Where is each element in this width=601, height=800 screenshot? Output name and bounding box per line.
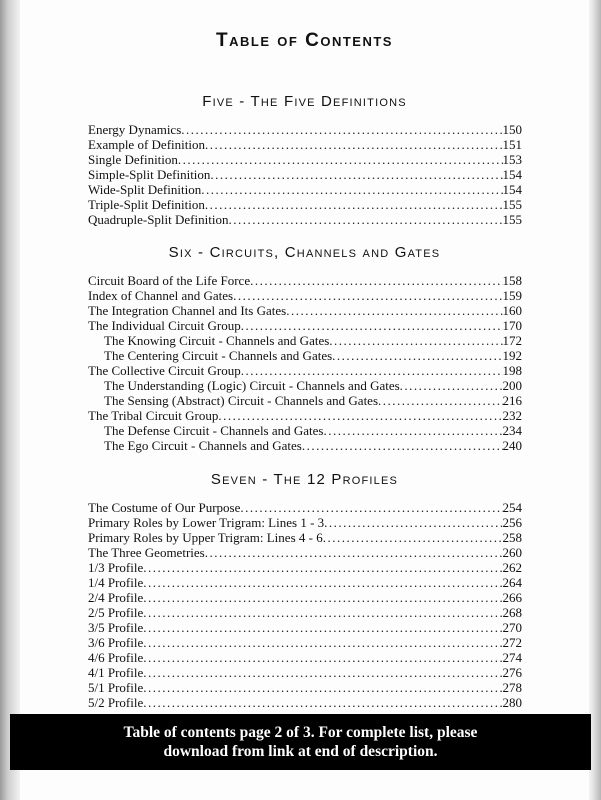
toc-entry-page-number: 153: [502, 152, 522, 167]
toc-entry-page-number: 272: [502, 635, 522, 650]
toc-entry-page-number: 192: [502, 348, 522, 363]
toc-entry-page-number: 150: [502, 122, 522, 137]
toc-leader-dots: [250, 273, 502, 288]
toc-entry-title: Triple-Split Definition: [88, 197, 205, 212]
toc-entry-title: 4/1 Profile: [88, 665, 144, 680]
toc-leader-dots: [205, 545, 503, 560]
toc-leader-dots: [181, 122, 502, 137]
toc-leader-dots: [240, 500, 502, 515]
toc-list-five: [88, 122, 522, 227]
toc-entry: [88, 273, 522, 288]
toc-entry-page-number: 154: [502, 182, 522, 197]
toc-entry-page-number: 274: [502, 650, 522, 665]
toc-entry-page-number: 234: [502, 423, 522, 438]
toc-leader-dots: [286, 303, 502, 318]
toc-leader-dots: [178, 152, 503, 167]
toc-entry: [88, 635, 522, 650]
toc-leader-dots: [201, 182, 502, 197]
toc-entry-page-number: 198: [502, 363, 522, 378]
toc-entry-page-number: 151: [502, 137, 522, 152]
section-heading-seven: Seven - The 12 Profiles: [210, 471, 399, 488]
toc-entry-title: The Understanding (Logic) Circuit - Channels and Gates: [104, 378, 400, 393]
book-spine-left: [0, 0, 20, 800]
toc-leader-dots: [218, 408, 502, 423]
toc-entry-page-number: 266: [502, 590, 522, 605]
toc-leader-dots: [205, 197, 503, 212]
toc-entry-page-number: 260: [502, 545, 522, 560]
toc-entry-title: Single Definition: [88, 152, 178, 167]
toc-entry-page-number: 160: [502, 303, 522, 318]
toc-leader-dots: [302, 438, 503, 453]
toc-entry-page-number: 170: [502, 318, 522, 333]
toc-entry: [88, 333, 522, 348]
toc-entry: [88, 605, 522, 620]
toc-entry: [88, 318, 522, 333]
toc-entry-title: The Tribal Circuit Group: [88, 408, 219, 423]
toc-entry-title: The Individual Circuit Group: [88, 318, 241, 333]
toc-entry-title: Primary Roles by Upper Trigram: Lines 4 - 6: [88, 530, 323, 545]
toc-entry-title: 1/3 Profile: [88, 560, 144, 575]
toc-entry-title: Index of Channel and Gates: [88, 288, 234, 303]
toc-leader-dots: [400, 378, 503, 393]
toc-leader-dots: [143, 635, 502, 650]
toc-entry: [88, 560, 522, 575]
toc-entry-title: 3/6 Profile: [88, 635, 144, 650]
toc-entry-title: Circuit Board of the Life Force: [88, 273, 251, 288]
toc-entry: [88, 530, 522, 545]
toc-entry: [88, 197, 522, 212]
toc-entry: [88, 695, 522, 710]
toc-entry-title: The Integration Channel and Its Gates: [88, 303, 287, 318]
section-heading-five: Five - The Five Definitions: [202, 93, 407, 110]
toc-entry: [88, 393, 522, 408]
toc-entry-page-number: 270: [502, 620, 522, 635]
toc-entry-page-number: 278: [502, 680, 522, 695]
toc-leader-dots: [241, 318, 503, 333]
toc-entry-title: 1/4 Profile: [88, 575, 144, 590]
toc-entry-title: The Sensing (Abstract) Circuit - Channels and Gates: [104, 393, 379, 408]
toc-leader-dots: [143, 620, 502, 635]
toc-entry: [88, 288, 522, 303]
toc-entry: [88, 620, 522, 635]
banner-line-1: Table of contents page 2 of 3. For complete list, please: [123, 724, 478, 741]
toc-leader-dots: [210, 167, 502, 182]
toc-entry: [88, 590, 522, 605]
toc-leader-dots: [332, 348, 502, 363]
toc-entry: [88, 500, 522, 515]
toc-entry-page-number: 155: [502, 197, 522, 212]
toc-entry-page-number: 154: [502, 167, 522, 182]
toc-entry: [88, 363, 522, 378]
toc-entry-title: 4/6 Profile: [88, 650, 144, 665]
toc-entry-page-number: 200: [502, 378, 522, 393]
toc-entry-page-number: 159: [502, 288, 522, 303]
toc-entry: [88, 122, 522, 137]
toc-entry-title: 5/1 Profile: [88, 680, 144, 695]
toc-entry-page-number: 268: [502, 605, 522, 620]
toc-entry: [88, 182, 522, 197]
toc-leader-dots: [323, 530, 503, 545]
toc-entry: [88, 378, 522, 393]
toc-entry: [88, 665, 522, 680]
toc-entry-page-number: 276: [502, 665, 522, 680]
toc-entry-title: 5/2 Profile: [88, 695, 144, 710]
toc-leader-dots: [378, 393, 502, 408]
toc-entry: [88, 152, 522, 167]
toc-leader-dots: [228, 212, 502, 227]
toc-entry: [88, 575, 522, 590]
toc-leader-dots: [143, 665, 502, 680]
toc-entry: [88, 408, 522, 423]
toc-list-seven: [88, 500, 522, 710]
toc-leader-dots: [205, 137, 503, 152]
toc-entry: [88, 545, 522, 560]
toc-entry-page-number: 258: [502, 530, 522, 545]
toc-entry-title: Example of Definition: [88, 137, 205, 152]
toc-entry-title: The Costume of Our Purpose: [88, 500, 241, 515]
toc-entry: [88, 423, 522, 438]
toc-entry-title: 3/5 Profile: [88, 620, 144, 635]
toc-entry-page-number: 216: [502, 393, 522, 408]
toc-entry: [88, 348, 522, 363]
toc-entry-page-number: 256: [502, 515, 522, 530]
download-notice-banner: [10, 714, 591, 770]
toc-entry-title: The Knowing Circuit - Channels and Gates: [104, 333, 330, 348]
toc-entry: [88, 438, 522, 453]
toc-entry: [88, 303, 522, 318]
toc-entry-title: The Defense Circuit - Channels and Gates: [104, 423, 324, 438]
toc-leader-dots: [233, 288, 502, 303]
toc-entry: [88, 680, 522, 695]
toc-entry-page-number: 155: [502, 212, 522, 227]
toc-list-six: [88, 273, 522, 453]
toc-entry-title: Quadruple-Split Definition: [88, 212, 229, 227]
toc-entry-title: The Collective Circuit Group: [88, 363, 241, 378]
toc-leader-dots: [241, 363, 503, 378]
toc-entry-title: Primary Roles by Lower Trigram: Lines 1 - 3: [88, 515, 325, 530]
toc-entry-page-number: 172: [502, 333, 522, 348]
toc-entry-title: Wide-Split Definition: [88, 182, 202, 197]
toc-entry-page-number: 158: [502, 273, 522, 288]
page-title: Table of Contents: [216, 30, 393, 51]
toc-entry-page-number: 240: [502, 438, 522, 453]
toc-entry-title: 2/5 Profile: [88, 605, 144, 620]
toc-entry: [88, 515, 522, 530]
toc-leader-dots: [329, 333, 502, 348]
toc-leader-dots: [143, 560, 502, 575]
toc-leader-dots: [143, 680, 502, 695]
toc-leader-dots: [143, 650, 502, 665]
toc-entry-page-number: 262: [502, 560, 522, 575]
toc-entry: [88, 650, 522, 665]
toc-entry-title: The Centering Circuit - Channels and Gates: [104, 348, 333, 363]
book-page: [20, 0, 589, 800]
toc-leader-dots: [143, 695, 502, 710]
toc-entry: [88, 212, 522, 227]
toc-entry-title: The Ego Circuit - Channels and Gates: [104, 438, 302, 453]
toc-entry-page-number: 254: [502, 500, 522, 515]
toc-entry-page-number: 264: [502, 575, 522, 590]
toc-entry-page-number: 280: [502, 695, 522, 710]
toc-entry-page-number: 232: [502, 408, 522, 423]
toc-entry-title: The Three Geometries: [88, 545, 205, 560]
toc-leader-dots: [324, 515, 502, 530]
toc-entry-title: 2/4 Profile: [88, 590, 144, 605]
banner-line-2: download from link at end of description.: [163, 743, 438, 760]
toc-leader-dots: [143, 605, 502, 620]
toc-entry: [88, 167, 522, 182]
toc-entry-title: Energy Dynamics: [88, 122, 182, 137]
toc-leader-dots: [143, 590, 502, 605]
toc-entry: [88, 137, 522, 152]
book-spine-right: [589, 0, 601, 800]
toc-leader-dots: [143, 575, 502, 590]
section-heading-six: Six - Circuits, Channels and Gates: [168, 244, 441, 261]
toc-entry-title: Simple-Split Definition: [88, 167, 211, 182]
toc-leader-dots: [323, 423, 502, 438]
